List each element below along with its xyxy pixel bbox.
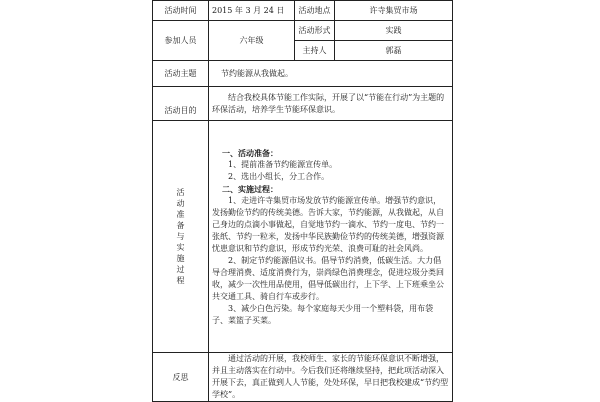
time-value: 2015 年 3 月 24 日 xyxy=(209,1,295,21)
purpose-label: 活动目的 xyxy=(153,87,209,121)
process-label xyxy=(153,121,209,353)
process-label-char: 实 xyxy=(176,243,185,252)
process-label-char: 过 xyxy=(176,265,185,274)
row-process xyxy=(153,121,453,353)
process-label-char: 备 xyxy=(176,221,185,230)
reflection-text-cell xyxy=(209,353,453,402)
row-purpose xyxy=(153,87,453,121)
host-label: 主持人 xyxy=(295,41,335,61)
process-label-char: 与 xyxy=(176,232,185,241)
row-theme xyxy=(153,61,453,87)
preparation-item-1: 1、提前准备节约能源宣传单。 xyxy=(228,159,338,169)
row-reflection xyxy=(153,353,453,402)
process-label-char: 动 xyxy=(176,199,185,208)
implementation-item-1: 1、走进许寺集贸市场发放节约能源宣传单。增强节约意识，发扬勤俭节约的传统美德。告诉大家，节约能源，从我做起，从自己身边的点滴小事做起，自觉地节约一滴水、节约一度电、节约一张纸、节约一粒米，发扬中华民族勤俭节约的传统美德，增强资源忧患意识和节约意识，形成节约光荣、浪费可耻的社会风尚。 xyxy=(212,195,444,253)
form-value: 实践 xyxy=(335,21,453,41)
process-label-char: 准 xyxy=(176,210,185,219)
process-label-char: 程 xyxy=(176,276,185,285)
row-time-place xyxy=(153,1,453,21)
participants-value: 六年级 xyxy=(209,21,295,61)
form-label: 活动形式 xyxy=(295,21,335,41)
section-heading-preparation: 一、活动准备： xyxy=(222,147,278,158)
preparation-item-2: 2、选出小组长，分工合作。 xyxy=(228,171,330,181)
process-label-char: 活 xyxy=(176,188,185,197)
place-value: 许寺集贸市场 xyxy=(335,1,453,21)
activity-record-sheet xyxy=(152,0,452,400)
process-label-char: 施 xyxy=(176,254,185,263)
row-participants-form xyxy=(153,21,453,41)
place-label: 活动地点 xyxy=(295,1,335,21)
implementation-item-3: 3、减少白色污染。每个家庭每天少用一个塑料袋，用布袋子、菜篮子买菜。 xyxy=(212,303,434,325)
implementation-item-2: 2、制定节约能源倡议书。倡导节约消费，低碳生活。大力倡导合理消费、适度消费行为，崇尚绿色消费理念，促进垃圾分类回收，减少一次性用品使用，倡导低碳出行，上下学、上下班乘坐公共交通工具、骑自行车或步行。 xyxy=(212,255,444,301)
participants-label: 参加人员 xyxy=(153,21,209,61)
process-content xyxy=(209,121,453,353)
theme-label: 活动主题 xyxy=(153,61,209,87)
purpose-text: 结合我校具体节能工作实际，开展了以“节能在行动”为主题的环保活动，培养学生节能环保意识。 xyxy=(212,92,445,114)
section-heading-implementation: 二、实施过程： xyxy=(222,183,278,194)
purpose-text-cell xyxy=(209,87,453,121)
theme-value: 节约能源从我做起。 xyxy=(209,61,453,87)
time-label: 活动时间 xyxy=(153,1,209,21)
activity-record-table xyxy=(152,0,453,402)
reflection-label: 反思 xyxy=(153,353,209,402)
host-value: 郭磊 xyxy=(335,41,453,61)
reflection-text: 通过活动的开展，我校师生、家长的节能环保意识不断增强，并且主动落实在行动中。今后我们还将继续坚持，把此项活动深入开展下去，真正做到人人节能，处处环保，早日把我校建成“节约型学校”。 xyxy=(212,354,449,399)
